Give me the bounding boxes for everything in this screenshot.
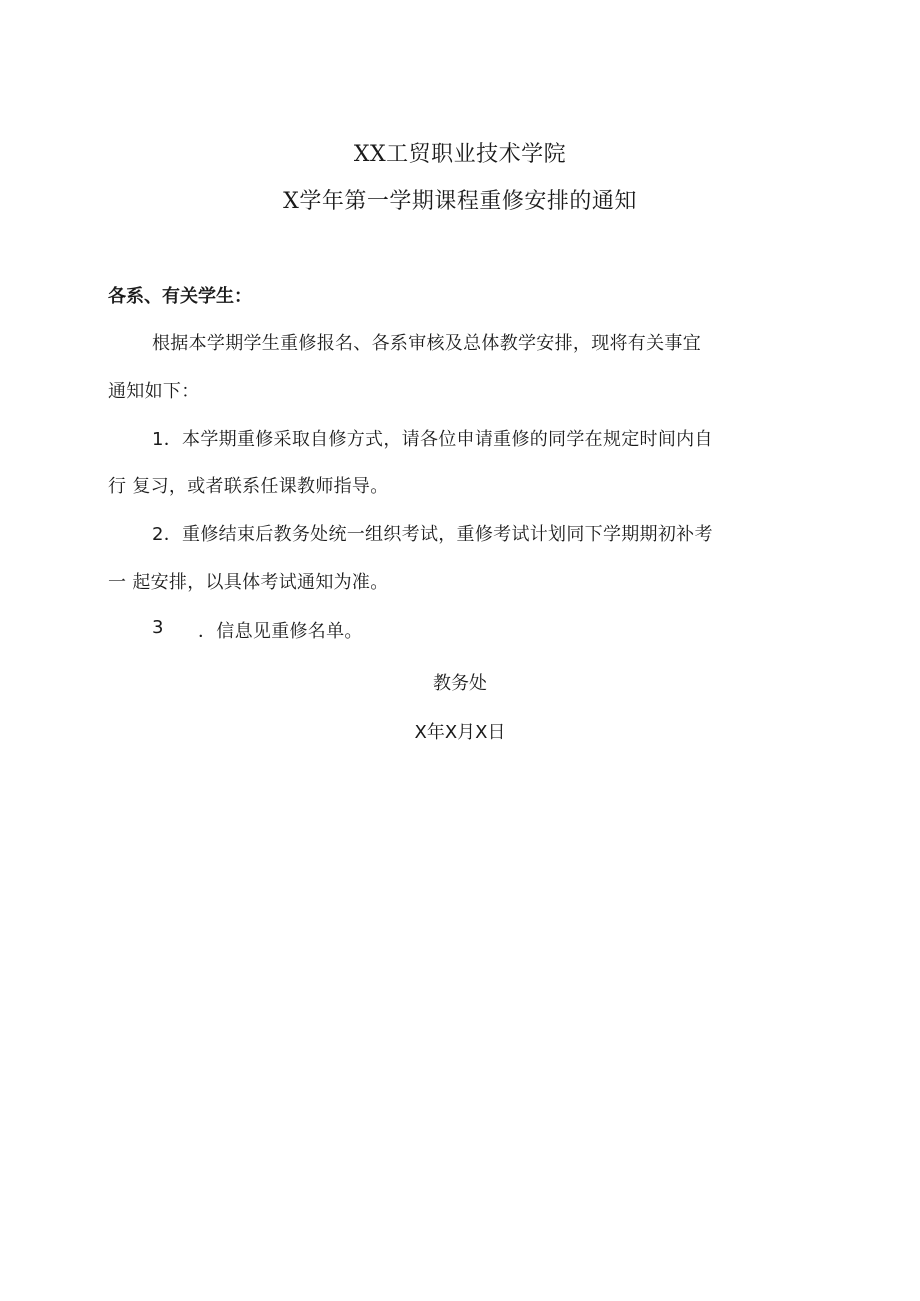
item-1-line-1: 1．本学期重修采取自修方式，请各位申请重修的同学在规定时间内自 [152, 429, 713, 450]
item-2-line-1: 2．重修结束后教务处统一组织考试，重修考试计划同下学期期初补考 [152, 524, 713, 545]
document-title-institution: XX工贸职业技术学院 [353, 142, 567, 167]
salutation: 各系、有关学生： [108, 286, 252, 307]
document-title-notice: X学年第一学期课程重修安排的通知 [283, 189, 637, 214]
intro-line-2: 通知如下： [108, 381, 200, 402]
date: X年X月X日 [414, 722, 506, 743]
item-2-line-2: 一 起安排，以具体考试通知为准。 [108, 572, 389, 593]
item-3-number: 3 [152, 617, 164, 638]
signature: 教务处 [433, 673, 487, 694]
item-1-line-2: 行 复习，或者联系任课教师指导。 [108, 476, 389, 497]
item-3-text: ．信息见重修名单。 [198, 621, 363, 642]
intro-line-1: 根据本学期学生重修报名、各系审核及总体教学安排，现将有关事宜 [152, 333, 701, 354]
